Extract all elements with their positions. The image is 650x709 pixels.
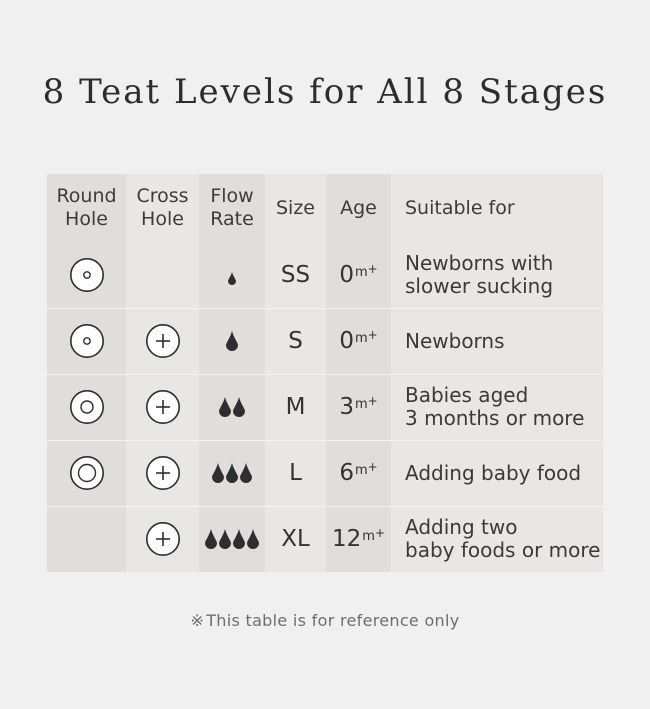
size-cell (265, 374, 326, 440)
reference-note (0, 611, 650, 630)
cross-hole-icon (145, 455, 181, 491)
size-cell (265, 308, 326, 374)
header-size: Size (265, 174, 326, 242)
cross-hole-cell (126, 242, 199, 308)
round-hole-cell (47, 440, 126, 506)
round-hole-small-icon (69, 323, 105, 359)
cross-hole-cell (126, 440, 199, 506)
size-label: SS (280, 261, 311, 288)
age-cell (326, 506, 391, 572)
age-label (332, 526, 385, 552)
size-label: S (288, 328, 303, 354)
header-age: Age (326, 174, 391, 242)
cross-hole-icon (145, 389, 181, 425)
drop-icon (219, 397, 231, 417)
flow-rate-cell (199, 374, 265, 440)
age-plus: + (367, 460, 378, 474)
header-round-hole-line1: Round (56, 185, 117, 207)
age-cell (326, 242, 391, 308)
table-header-row (47, 174, 603, 242)
age-unit: m (354, 463, 368, 478)
table-row (47, 374, 603, 440)
flow-rate-drops-icon (212, 462, 252, 484)
flow-rate-cell (199, 308, 265, 374)
cross-hole-cell (126, 374, 199, 440)
age-cell (326, 308, 391, 374)
age-plus: + (367, 261, 378, 276)
drop-icon (228, 272, 236, 285)
suitable-for-text: Adding two (405, 515, 518, 540)
round-hole-cell (47, 374, 126, 440)
drop-icon (240, 463, 252, 483)
drop-icon (226, 463, 238, 483)
teat-levels-table (47, 174, 603, 572)
age-label (339, 460, 377, 486)
header-flow-rate-line1: Flow (210, 185, 254, 207)
header-round-hole-line2: Hole (65, 208, 108, 230)
round-hole-cell (47, 242, 126, 308)
age-number: 0 (339, 261, 354, 288)
drop-icon (205, 529, 217, 549)
drop-icon (226, 331, 238, 351)
size-label: L (289, 460, 302, 486)
size-label: M (285, 394, 306, 420)
round-hole-small-icon (69, 257, 105, 293)
size-cell (265, 440, 326, 506)
suitable-for-cell (391, 440, 603, 506)
header-cross-hole (126, 174, 199, 242)
age-label (339, 328, 377, 354)
header-flow-rate (199, 174, 265, 242)
suitable-for-text: Adding baby food (405, 460, 582, 485)
age-plus: + (367, 328, 378, 342)
flow-rate-drops-icon (228, 264, 236, 286)
age-cell (326, 440, 391, 506)
flow-rate-drops-icon (219, 396, 245, 418)
round-hole-large-icon (69, 455, 105, 491)
flow-rate-drops-icon (226, 330, 238, 352)
age-number: 3 (339, 394, 354, 420)
cross-hole-icon (145, 323, 181, 359)
page-title: 8 Teat Levels for All 8 Stages (42, 72, 608, 112)
age-number: 6 (339, 460, 354, 486)
drop-icon (233, 397, 245, 417)
suitable-for-text: Newborns (405, 328, 505, 353)
age-unit: m (354, 264, 368, 280)
age-plus: + (367, 394, 378, 408)
cross-hole-cell (126, 308, 199, 374)
age-plus: + (374, 526, 385, 541)
age-unit: m (354, 331, 368, 346)
note-text: This table is for reference only (206, 611, 460, 630)
suitable-for-cell (391, 506, 603, 572)
suitable-for-cell (391, 308, 603, 374)
age-number: 0 (339, 328, 354, 354)
table-row (47, 308, 603, 374)
drop-icon (233, 529, 245, 549)
flow-rate-cell (199, 506, 265, 572)
suitable-for-text: baby foods or more (405, 538, 601, 563)
drop-icon (219, 529, 231, 549)
size-cell (265, 506, 326, 572)
age-number: 12 (331, 526, 362, 553)
round-hole-cell (47, 506, 126, 572)
suitable-for-cell (391, 374, 603, 440)
round-hole-cell (47, 308, 126, 374)
suitable-for-text: Babies aged (405, 383, 529, 407)
drop-icon (247, 529, 259, 549)
size-label: XL (281, 526, 310, 553)
table-row (47, 242, 603, 308)
table-row (47, 440, 603, 506)
round-hole-medium-icon (69, 389, 105, 425)
drop-icon (212, 463, 224, 483)
flow-rate-cell (199, 242, 265, 308)
flow-rate-drops-icon (205, 528, 259, 550)
header-cross-hole-line1: Cross (136, 185, 189, 207)
suitable-for-text: Newborns with (405, 250, 554, 275)
cross-hole-cell (126, 506, 199, 572)
flow-rate-cell (199, 440, 265, 506)
header-suitable-for: Suitable for (391, 174, 603, 242)
age-cell (326, 374, 391, 440)
suitable-for-cell (391, 242, 603, 308)
suitable-for-text: slower sucking (405, 273, 554, 298)
age-label (339, 262, 377, 288)
header-flow-rate-line2: Rate (210, 208, 254, 230)
age-unit: m (354, 397, 368, 412)
size-cell (265, 242, 326, 308)
suitable-for-text: 3 months or more (405, 406, 585, 430)
age-unit: m (362, 529, 375, 545)
cross-hole-icon (145, 521, 181, 557)
note-mark: ※ (190, 611, 205, 630)
table-row (47, 506, 603, 572)
age-label (339, 394, 377, 420)
header-round-hole (47, 174, 126, 242)
header-cross-hole-line2: Hole (141, 208, 184, 230)
